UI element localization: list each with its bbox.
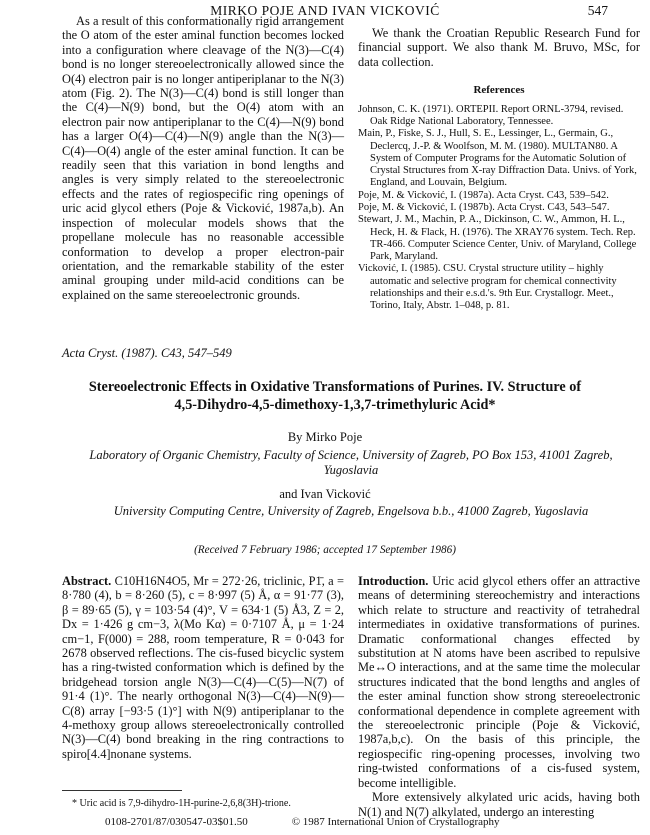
- footnote: * Uric acid is 7,9-dihydro-1H-purine-2,6,8(3H)-trione.: [72, 798, 291, 809]
- reference-item: Poje, M. & Vicković, I. (1987b). Acta Cryst. C43, 543–547.: [358, 202, 610, 213]
- abstract-label: Abstract.: [62, 574, 112, 588]
- page-number: 547: [587, 3, 608, 18]
- affiliation-2: University Computing Centre, University of Zagreb, Engelsova b.b., 41000 Zagreb, Yugoslavia: [113, 504, 589, 518]
- copyright-notice: © 1987 International Union of Crystallography: [291, 816, 500, 828]
- reference-item: Johnson, C. K. (1971). ORTEPII. Report ORNL-3794, revised. Oak Ridge National Laboratory, Tennessee.: [358, 103, 624, 127]
- discussion-paragraph: As a result of this conformationally rigid arrangement the O atom of the ester aminal function becomes locked into a configuration where cleavage of the N(3)—C(4) bond is no longer stereoelectronically allowed since the O(4) electron pair is no longer antiperiplanar to the N(3) atom (Fig. 2). The N(3)—C(4) bond is still longer than the C(4)—N(9) bond, but the O(4) atom with an electron pair now antiperiplanar to the C(4)—N(9) bond has a larger O(4)—C(4)—N(9) angle than the N(3)—C(4)—O(4) angle of the ester aminal function. It can be readily seen that this variation in bond lengths and angles is very simply related to the stereoelectronic effects and the rates of regiospecific ring openings of uric acid glycol ethers (Poje & Vicković, 1987a,b). An inspection of molecular models shows that the propellane molecule has no reasonable accessible conformation to develop a proper electron-pair orientation, and the remarkable stability of the ester aminal grouping under mild-acid conditions can be explained on the same stereoelectronic grounds.: [62, 14, 344, 302]
- introduction-section: [358, 574, 640, 819]
- running-title: MIRKO POJE AND IVAN VICKOVIĆ: [210, 3, 440, 18]
- acknowledgement: We thank the Croatian Republic Research Fund for financial support. We also thank M. Bruvo, MSc, for data collection.: [358, 26, 640, 69]
- introduction-label: Introduction.: [358, 574, 429, 588]
- reference-item: Main, P., Fiske, S. J., Hull, S. E., Lessinger, L., Germain, G., Declercq, J.-P. & Woolfson, M. M. (1980). MULTAN80. A System of Computer Programs for the Automatic Solution of Crystal Structures from X-ray Diffraction Data. Univs. of York, England, and Louvain, Belgium.: [358, 128, 637, 189]
- article-title-line-2: 4,5-Dihydro-4,5-dimethoxy-1,3,7-trimethyluric Acid*: [174, 397, 496, 413]
- issn-code: 0108-2701/87/030547-03$01.50: [105, 816, 248, 828]
- bottom-line: [105, 816, 500, 828]
- references-list: [358, 104, 640, 313]
- journal-reference: Acta Cryst. (1987). C43, 547–549: [62, 346, 232, 360]
- article-title: [40, 378, 630, 414]
- affiliation-1: Laboratory of Organic Chemistry, Faculty of Science, University of Zagreb, PO Box 153, 41001 Zagreb, Yugoslavia: [89, 448, 613, 477]
- article-title-line-1: Stereoelectronic Effects in Oxidative Transformations of Purines. IV. Structure of: [88, 379, 582, 395]
- abstract-paragraph: [62, 574, 344, 761]
- abstract-text: C10H16N4O5, Mr = 272·26, triclinic, P1̄, a = 8·780 (4), b = 8·260 (5), c = 8·997 (5) Å, α = 91·77 (3), β = 89·65 (5), γ = 103·54 (4)°, V = 634·1 (5) Å3, Z = 2, Dx = 1·426 g cm−3, λ(Mo Kα) = 0·7107 Å, μ = 1·24 cm−1, F(000) = 288, room temperature, R = 0·043 for 2678 observed reflections. The cis-fused bicyclic system has a ring-twisted conformation which is defined by the bridgehead torsion angle N(3)—C(4)—C(5)—N(7) of 91·4 (1)°. The nearly orthogonal N(3)—C(4)—N(9)—C(8) array [−93·5 (1)°] with N(9) antiperiplanar to the 4-methoxy group allows stereoelectronically controlled N(3)—C(4) bond breaking in the ring contractions to spiro[4.4]nonane systems.: [62, 574, 344, 761]
- author-2: and Ivan Vicković: [279, 487, 371, 501]
- left-column-text: [62, 14, 344, 302]
- footnote-rule: [62, 790, 182, 791]
- introduction-paragraph-2: More extensively alkylated uric acids, having both N(1) and N(7) alkylated, undergo an interesting: [358, 790, 640, 819]
- right-column-top: [358, 26, 640, 313]
- introduction-paragraph: [358, 574, 640, 790]
- reference-item: Poje, M. & Vicković, I. (1987a). Acta Cryst. C43, 539–542.: [358, 189, 609, 201]
- references-heading: References: [473, 84, 525, 97]
- reference-item: Stewart, J. M., Machin, P. A., Dickinson, C. W., Ammon, H. L., Heck, H. & Flack, H. (1976). The XRAY76 system. Tech. Rep. TR-466. Computer Science Center, Univ. of Maryland, College Park, Maryland.: [358, 214, 637, 263]
- abstract-section: [62, 574, 344, 761]
- author-1: By Mirko Poje: [287, 430, 363, 444]
- received-dates: (Received 7 February 1986; accepted 17 September 1986): [194, 544, 456, 556]
- introduction-text: Uric acid glycol ethers offer an attractive means of determining stereochemistry and interactions which relate to structure and reactivity of tetrahedral intermediates in oxidative transformations of purines. Dramatic conformational changes effected by substitution at N atoms have been ascribed to repulsive Me↔O interactions, and at the same time the molecular structures indicated that the bond lengths and angles of the ester aminal function show strong stereoelectronic conformational dependence in complete agreement with the stereoelectronic principle (Poje & Vicković, 1987a,b,c). On the basis of this principle, the regiospecific ring-opening processes, involving two ring-twisted conformations of a cis-fused system, become intelligible.: [358, 574, 640, 790]
- reference-item: Vicković, I. (1985). CSU. Crystal structure utility – highly automatic and selective program for chemical connectivity relationships and their e.s.d.'s. 9th Eur. Crystallogr. Meet., Torino, Italy, Abstr. 1–048, p. 81.: [358, 263, 617, 312]
